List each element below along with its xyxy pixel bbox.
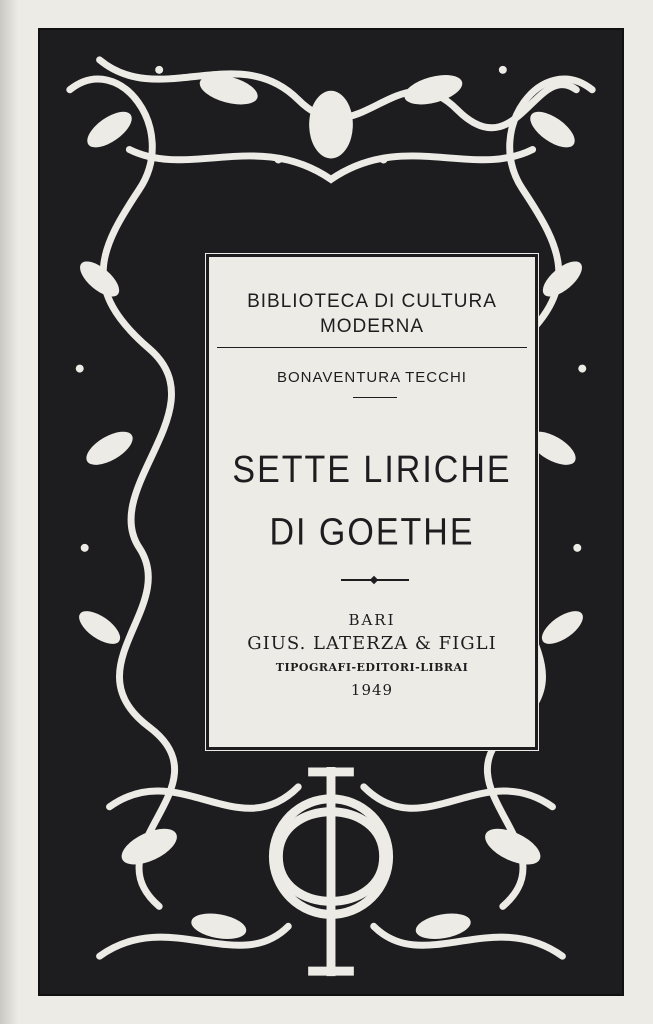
series-title	[209, 289, 535, 339]
monogram	[273, 767, 388, 976]
spine-shadow	[0, 0, 18, 1024]
title-line-2: DI GOETHE	[269, 511, 475, 554]
ornament-divider	[341, 579, 409, 581]
series-line-2: MODERNA	[319, 316, 425, 337]
author-name: BONAVENTURA TECCHI	[277, 369, 467, 386]
divider-short	[353, 397, 397, 398]
divider	[217, 347, 527, 348]
book-title	[209, 438, 535, 563]
ornamental-border	[38, 28, 624, 996]
publisher-subtitle: TIPOGRAFI-EDITORI-LIBRAI	[275, 661, 469, 674]
publication-city: BARI	[348, 611, 396, 629]
publisher-name: GIUS. LATERZA & FIGLI	[247, 633, 497, 654]
title-line-1: SETTE LIRICHE	[232, 448, 512, 491]
title-panel	[206, 254, 538, 750]
publication-year: 1949	[350, 681, 394, 699]
series-line-1: BIBLIOTECA DI CULTURA	[247, 291, 497, 312]
